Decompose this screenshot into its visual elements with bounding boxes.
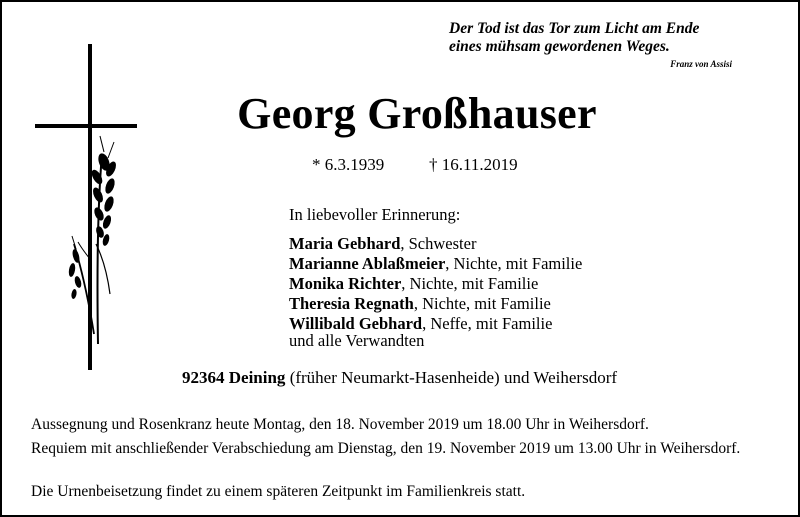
mourner-name: Maria Gebhard: [289, 234, 401, 253]
mourners-list: [289, 234, 582, 334]
deceased-name: Georg Großhauser: [237, 89, 597, 138]
mourner-relation: , Nichte, mit Familie: [401, 274, 539, 293]
mourner-relation: , Schwester: [400, 234, 477, 253]
mourner-name: Theresia Regnath: [289, 294, 414, 313]
quote: [449, 20, 769, 56]
mourner-name: Monika Richter: [289, 274, 402, 293]
location-town: 92364 Deining: [182, 368, 286, 387]
mourner-item: [289, 274, 582, 294]
death-date: † 16.11.2019: [429, 155, 518, 174]
mourner-relation: , Nichte, mit Familie: [445, 254, 583, 273]
mourner-item: [289, 234, 582, 254]
mourner-item: [289, 294, 582, 314]
mourner-name: Willibald Gebhard: [289, 314, 423, 333]
service-note-requiem: Requiem mit anschließender Verabschiedung am Dienstag, den 19. November 2019 um 13.00 Uhr in Weihersdorf.: [31, 440, 741, 457]
quote-line-1: Der Tod ist das Tor zum Licht am Ende: [449, 20, 700, 37]
location-detail: (früher Neumarkt-Hasenheide) und Weihersdorf: [285, 368, 618, 387]
mourner-name: Marianne Ablaßmeier: [289, 254, 446, 273]
service-note-rosary: Aussegnung und Rosenkranz heute Montag, den 18. November 2019 um 18.00 Uhr in Weihersdorf.: [31, 416, 649, 433]
mourner-relation: , Nichte, mit Familie: [413, 294, 551, 313]
mourner-relation: , Neffe, mit Familie: [422, 314, 553, 333]
quote-author: Franz von Assisi: [670, 59, 732, 69]
birth-date: * 6.3.1939: [312, 155, 385, 174]
quote-line-2: eines mühsam gewordenen Weges.: [449, 38, 670, 55]
service-note-burial: Die Urnenbeisetzung findet zu einem späteren Zeitpunkt im Familienkreis statt.: [31, 483, 526, 500]
mourners-intro: In liebevoller Erinnerung:: [289, 205, 461, 224]
relatives-line: und alle Verwandten: [289, 331, 425, 350]
wheat-icon: [68, 136, 118, 344]
mourner-item: [289, 254, 582, 274]
location-line: [182, 368, 617, 388]
